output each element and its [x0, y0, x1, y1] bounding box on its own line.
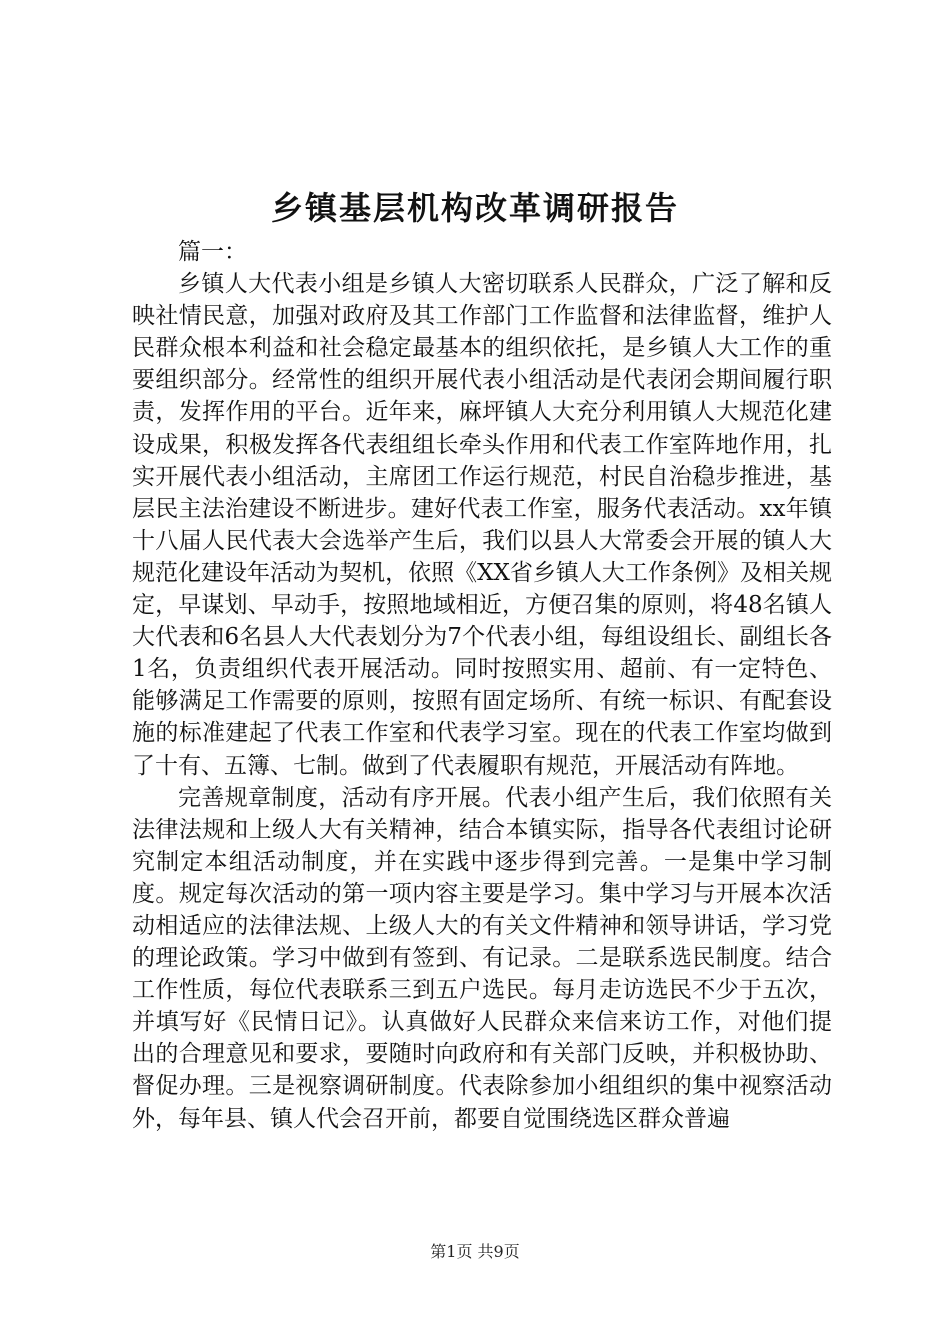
page-number-footer: 第1页 共9页 — [430, 1242, 520, 1261]
body-paragraph: 乡镇人大代表小组是乡镇人大密切联系人民群众，广泛了解和反映社情民意，加强对政府及其工作部门工作监督和法律监督，维护人民群众根本利益和社会稳定最基本的组织依托，是乡镇人大工作的重要组织部分。经常性的组织开展代表小组活动是代表闭会期间履行职责，发挥作用的平台。近年来，麻坪镇人大充分利用镇人大规范化建设成果，积极发挥各代表组组长牵头作用和代表工作室阵地作用，扎实开展代表小组活动，主席团工作运行规范，村民自治稳步推进，基层民主法治建设不断进步。建好代表工作室，服务代表活动。xx年镇十八届人民代表大会选举产生后，我们以县人大常委会开展的镇人大规范化建设年活动为契机，依照《XX省乡镇人大工作条例》及相关规定，早谋划、早动手，按照地域相近，方便召集的原则，将48名镇人大代表和6名县人大代表划分为7个代表小组，每组设组长、副组长各1名，负责组织代表开展活动。同时按照实用、超前、有一定特色、能够满足工作需要的原则，按照有固定场所、有统一标识、有配套设施的标准建起了代表工作室和代表学习室。现在的代表工作室均做到了十有、五簿、七制。做到了代表履职有规范，开展活动有阵地。 — [132, 271, 832, 779]
document-title: 乡镇基层机构改革调研报告 — [270, 189, 679, 227]
document-body — [132, 236, 832, 1135]
section-heading: 篇一： — [178, 239, 247, 265]
body-paragraph: 完善规章制度，活动有序开展。代表小组产生后，我们依照有关法律法规和上级人大有关精神，结合本镇实际，指导各代表组讨论研究制定本组活动制度，并在实践中逐步得到完善。一是集中学习制度。规定每次活动的第一项内容主要是学习。集中学习与开展本次活动相适应的法律法规、上级人大的有关文件精神和领导讲话，学习党的理论政策。学习中做到有签到、有记录。二是联系选民制度。结合工作性质，每位代表联系三到五户选民。每月走访选民不少于五次，并填写好《民情日记》。认真做好人民群众来信来访工作，对他们提出的合理意见和要求，要随时向政府和有关部门反映，并积极协助、督促办理。三是视察调研制度。代表除参加小组组织的集中视察活动外，每年县、镇人代会召开前，都要自觉围绕选区群众普遍 — [132, 784, 832, 1132]
